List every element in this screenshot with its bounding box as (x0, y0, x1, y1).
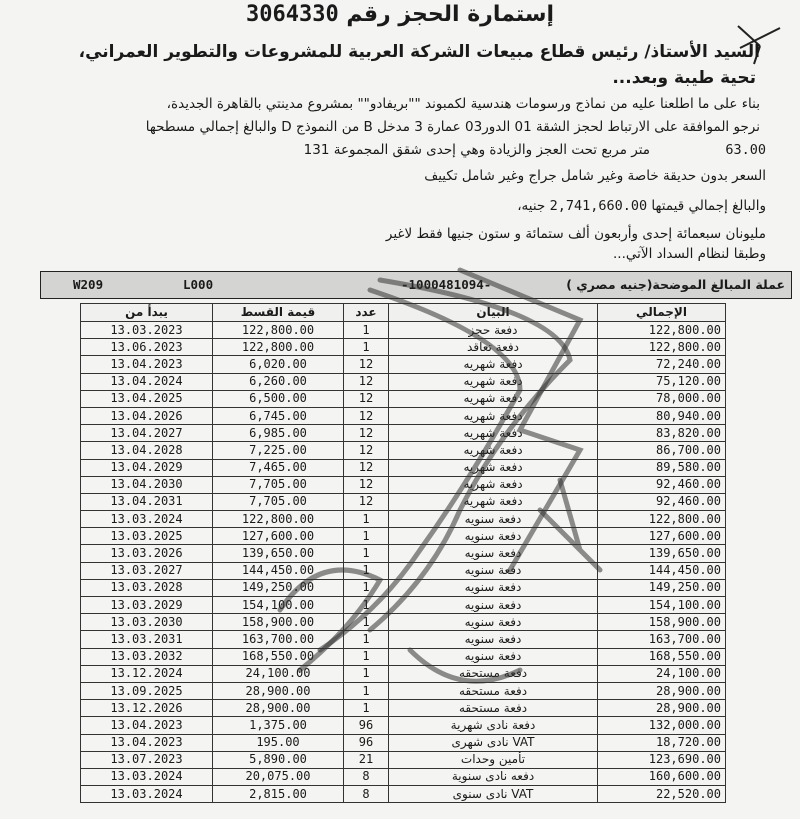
row-description: دفعة مستحقه (389, 700, 598, 717)
row-start-date: 13.03.2027 (81, 562, 213, 579)
row-description: دفعة سنويه (389, 631, 598, 648)
row-count: 1 (344, 597, 389, 614)
row-description: دفعة سنويه (389, 528, 598, 545)
row-count: 8 (344, 768, 389, 785)
row-start-date: 13.04.2028 (81, 442, 213, 459)
row-count: 1 (344, 631, 389, 648)
row-start-date: 13.09.2025 (81, 682, 213, 699)
row-total: 92,460.00 (598, 476, 726, 493)
row-installment: 28,900.00 (213, 682, 344, 699)
row-installment: 6,985.00 (213, 425, 344, 442)
row-installment: 163,700.00 (213, 631, 344, 648)
row-installment: 149,250.00 (213, 579, 344, 596)
row-start-date: 13.07.2023 (81, 751, 213, 768)
table-row (81, 768, 726, 785)
row-count: 1 (344, 528, 389, 545)
table-row (81, 356, 726, 373)
reference-l000: L000 (183, 277, 214, 292)
table-row (81, 751, 726, 768)
row-total: 160,600.00 (598, 768, 726, 785)
table-row (81, 407, 726, 424)
row-description: دفعة سنويه (389, 614, 598, 631)
row-total: 122,800.00 (598, 511, 726, 528)
table-row (81, 339, 726, 356)
row-description: دفعة شهريه (389, 476, 598, 493)
row-count: 12 (344, 476, 389, 493)
row-total: 123,690.00 (598, 751, 726, 768)
row-total: 24,100.00 (598, 665, 726, 682)
row-start-date: 13.03.2024 (81, 511, 213, 528)
letter-line-2: نرجو الموافقة على الارتباط لحجز الشقة 01 الدور03 عمارة 3 مدخل B من النموذج D والبالغ إجمالي مسطحها (145, 119, 760, 135)
title-text: إستمارة الحجز رقم (346, 2, 555, 27)
row-installment: 144,450.00 (213, 562, 344, 579)
row-total: 18,720.00 (598, 734, 726, 751)
table-row (81, 322, 726, 339)
row-count: 12 (344, 373, 389, 390)
row-count: 1 (344, 648, 389, 665)
row-total: 168,550.00 (598, 648, 726, 665)
row-description: دفعه نادى سنوية (389, 768, 598, 785)
row-count: 96 (344, 734, 389, 751)
row-total: 122,800.00 (598, 339, 726, 356)
row-total: 86,700.00 (598, 442, 726, 459)
row-start-date: 13.03.2032 (81, 648, 213, 665)
letter-line-4: السعر بدون حديقة خاصة وغير شامل جراج وغير شامل تكييف (424, 168, 766, 184)
row-start-date: 13.03.2030 (81, 614, 213, 631)
row-count: 12 (344, 425, 389, 442)
row-count: 1 (344, 339, 389, 356)
row-count: 12 (344, 493, 389, 510)
row-count: 12 (344, 356, 389, 373)
table-header-row (81, 304, 726, 322)
table-row (81, 442, 726, 459)
row-description: دفعة سنويه (389, 545, 598, 562)
row-start-date: 13.12.2026 (81, 700, 213, 717)
table-row (81, 511, 726, 528)
row-installment: 5,890.00 (213, 751, 344, 768)
row-installment: 7,465.00 (213, 459, 344, 476)
row-description: دفعة شهريه (389, 493, 598, 510)
row-description: دفعة مستحقه (389, 665, 598, 682)
row-description: دفعة شهريه (389, 425, 598, 442)
row-start-date: 13.04.2027 (81, 425, 213, 442)
unit-area-value: 63.00 (725, 142, 766, 158)
row-description: تأمين وحدات (389, 751, 598, 768)
currency-bar (40, 271, 792, 299)
table-row (81, 700, 726, 717)
row-installment: 6,500.00 (213, 390, 344, 407)
row-description: دفعة تعاقد (389, 339, 598, 356)
row-description: دفعة سنويه (389, 579, 598, 596)
payment-schedule-table (80, 303, 726, 803)
row-installment: 122,800.00 (213, 339, 344, 356)
row-count: 12 (344, 459, 389, 476)
payment-system-line: وطبقا لنظام السداد الآتي... (613, 246, 766, 262)
row-description: دفعة سنويه (389, 562, 598, 579)
table-row (81, 786, 726, 803)
row-total: 132,000.00 (598, 717, 726, 734)
row-total: 154,100.00 (598, 597, 726, 614)
row-start-date: 13.03.2028 (81, 579, 213, 596)
row-total: 127,600.00 (598, 528, 726, 545)
row-installment: 20,075.00 (213, 768, 344, 785)
row-start-date: 13.03.2031 (81, 631, 213, 648)
row-description: دفعة شهريه (389, 390, 598, 407)
row-count: 1 (344, 682, 389, 699)
header-total: الإجمالي (598, 304, 726, 322)
row-description: دفعة سنويه (389, 511, 598, 528)
row-installment: 6,020.00 (213, 356, 344, 373)
row-start-date: 13.03.2023 (81, 322, 213, 339)
row-count: 1 (344, 665, 389, 682)
row-total: 83,820.00 (598, 425, 726, 442)
row-description: دفعة سنويه (389, 648, 598, 665)
row-description: دفعة شهريه (389, 356, 598, 373)
row-start-date: 13.04.2030 (81, 476, 213, 493)
row-count: 1 (344, 700, 389, 717)
row-installment: 122,800.00 (213, 322, 344, 339)
table-row (81, 579, 726, 596)
row-start-date: 13.04.2024 (81, 373, 213, 390)
amount-suffix: جنيه، (517, 198, 546, 214)
row-total: 144,450.00 (598, 562, 726, 579)
reference-w209: W209 (73, 277, 104, 292)
row-description: دفعة حجز (389, 322, 598, 339)
row-description: دفعة شهريه (389, 373, 598, 390)
row-start-date: 13.03.2026 (81, 545, 213, 562)
row-total: 80,940.00 (598, 407, 726, 424)
row-count: 1 (344, 579, 389, 596)
row-total: 22,520.00 (598, 786, 726, 803)
row-description: VAT نادى سنوى (389, 786, 598, 803)
row-total: 72,240.00 (598, 356, 726, 373)
row-installment: 24,100.00 (213, 665, 344, 682)
row-count: 12 (344, 390, 389, 407)
addressee-line: السيد الأستاذ/ رئيس قطاع مبيعات الشركة العربية للمشروعات والتطوير العمراني، (78, 42, 760, 62)
row-total: 158,900.00 (598, 614, 726, 631)
page-title (0, 2, 800, 27)
row-count: 1 (344, 322, 389, 339)
row-count: 1 (344, 562, 389, 579)
row-description: VAT نادى شهرى (389, 734, 598, 751)
row-installment: 7,705.00 (213, 476, 344, 493)
amount-in-words: مليونان سبعمائة إحدى وأربعون ألف ستمائة و ستون جنيها فقط لاغير (385, 226, 766, 242)
row-total: 163,700.00 (598, 631, 726, 648)
row-start-date: 13.03.2024 (81, 768, 213, 785)
row-description: دفعة نادى شهرية (389, 717, 598, 734)
row-count: 96 (344, 717, 389, 734)
letter-line-1: بناء على ما اطلعنا عليه من نماذج ورسومات هندسية لكمبوند ""بريفادو"" بمشروع مدينتي بالقاهرة الجديدة، (166, 96, 760, 112)
row-start-date: 13.04.2026 (81, 407, 213, 424)
header-start: يبدأ من (81, 304, 213, 322)
currency-label: عملة المبالغ الموضحة(جنيه مصري ) (566, 277, 785, 292)
row-description: دفعة سنويه (389, 597, 598, 614)
table-row (81, 597, 726, 614)
row-installment: 28,900.00 (213, 700, 344, 717)
row-count: 1 (344, 545, 389, 562)
row-total: 75,120.00 (598, 373, 726, 390)
total-amount-value: 2,741,660.00 (549, 198, 648, 214)
table-row (81, 562, 726, 579)
row-installment: 7,705.00 (213, 493, 344, 510)
table-row (81, 545, 726, 562)
row-installment: 127,600.00 (213, 528, 344, 545)
greeting-line: تحية طيبة وبعد... (612, 68, 756, 88)
row-total: 28,900.00 (598, 700, 726, 717)
currency-code: -1000481094- (401, 277, 492, 292)
row-total: 149,250.00 (598, 579, 726, 596)
table-row (81, 425, 726, 442)
row-start-date: 13.03.2029 (81, 597, 213, 614)
row-start-date: 13.03.2024 (81, 786, 213, 803)
row-installment: 168,550.00 (213, 648, 344, 665)
row-installment: 154,100.00 (213, 597, 344, 614)
row-description: دفعة شهريه (389, 407, 598, 424)
row-installment: 195.00 (213, 734, 344, 751)
row-installment: 139,650.00 (213, 545, 344, 562)
table-row (81, 665, 726, 682)
row-installment: 1,375.00 (213, 717, 344, 734)
row-start-date: 13.06.2023 (81, 339, 213, 356)
row-total: 89,580.00 (598, 459, 726, 476)
row-count: 8 (344, 786, 389, 803)
row-total: 139,650.00 (598, 545, 726, 562)
table-row (81, 682, 726, 699)
row-start-date: 13.12.2024 (81, 665, 213, 682)
header-installment: قيمة القسط (213, 304, 344, 322)
row-description: دفعة مستحقه (389, 682, 598, 699)
table-row (81, 528, 726, 545)
table-row (81, 614, 726, 631)
table-row (81, 390, 726, 407)
row-count: 21 (344, 751, 389, 768)
row-installment: 7,225.00 (213, 442, 344, 459)
table-row (81, 373, 726, 390)
row-description: دفعة شهريه (389, 459, 598, 476)
table-row (81, 459, 726, 476)
row-installment: 2,815.00 (213, 786, 344, 803)
header-count: عدد (344, 304, 389, 322)
row-start-date: 13.04.2029 (81, 459, 213, 476)
table-row (81, 476, 726, 493)
row-total: 92,460.00 (598, 493, 726, 510)
row-installment: 122,800.00 (213, 511, 344, 528)
row-start-date: 13.04.2023 (81, 356, 213, 373)
row-start-date: 13.03.2025 (81, 528, 213, 545)
header-description: البيان (389, 304, 598, 322)
row-count: 12 (344, 442, 389, 459)
amount-prefix: والبالغ إجمالي قيمتها (651, 198, 766, 214)
reservation-number: 3064330 (245, 2, 339, 27)
table-row (81, 717, 726, 734)
row-start-date: 13.04.2023 (81, 717, 213, 734)
row-description: دفعة شهريه (389, 442, 598, 459)
row-count: 1 (344, 614, 389, 631)
row-count: 1 (344, 511, 389, 528)
row-start-date: 13.04.2025 (81, 390, 213, 407)
table-row (81, 648, 726, 665)
table-row (81, 631, 726, 648)
row-total: 78,000.00 (598, 390, 726, 407)
row-start-date: 13.04.2023 (81, 734, 213, 751)
row-total: 28,900.00 (598, 682, 726, 699)
table-row (81, 493, 726, 510)
table-row (81, 734, 726, 751)
letter-line-3: متر مربع تحت العجز والزيادة وهي إحدى شقق المجموعة 131 (303, 142, 650, 158)
row-start-date: 13.04.2031 (81, 493, 213, 510)
total-amount-line (26, 198, 766, 214)
row-count: 12 (344, 407, 389, 424)
row-installment: 6,745.00 (213, 407, 344, 424)
row-installment: 158,900.00 (213, 614, 344, 631)
row-installment: 6,260.00 (213, 373, 344, 390)
row-total: 122,800.00 (598, 322, 726, 339)
